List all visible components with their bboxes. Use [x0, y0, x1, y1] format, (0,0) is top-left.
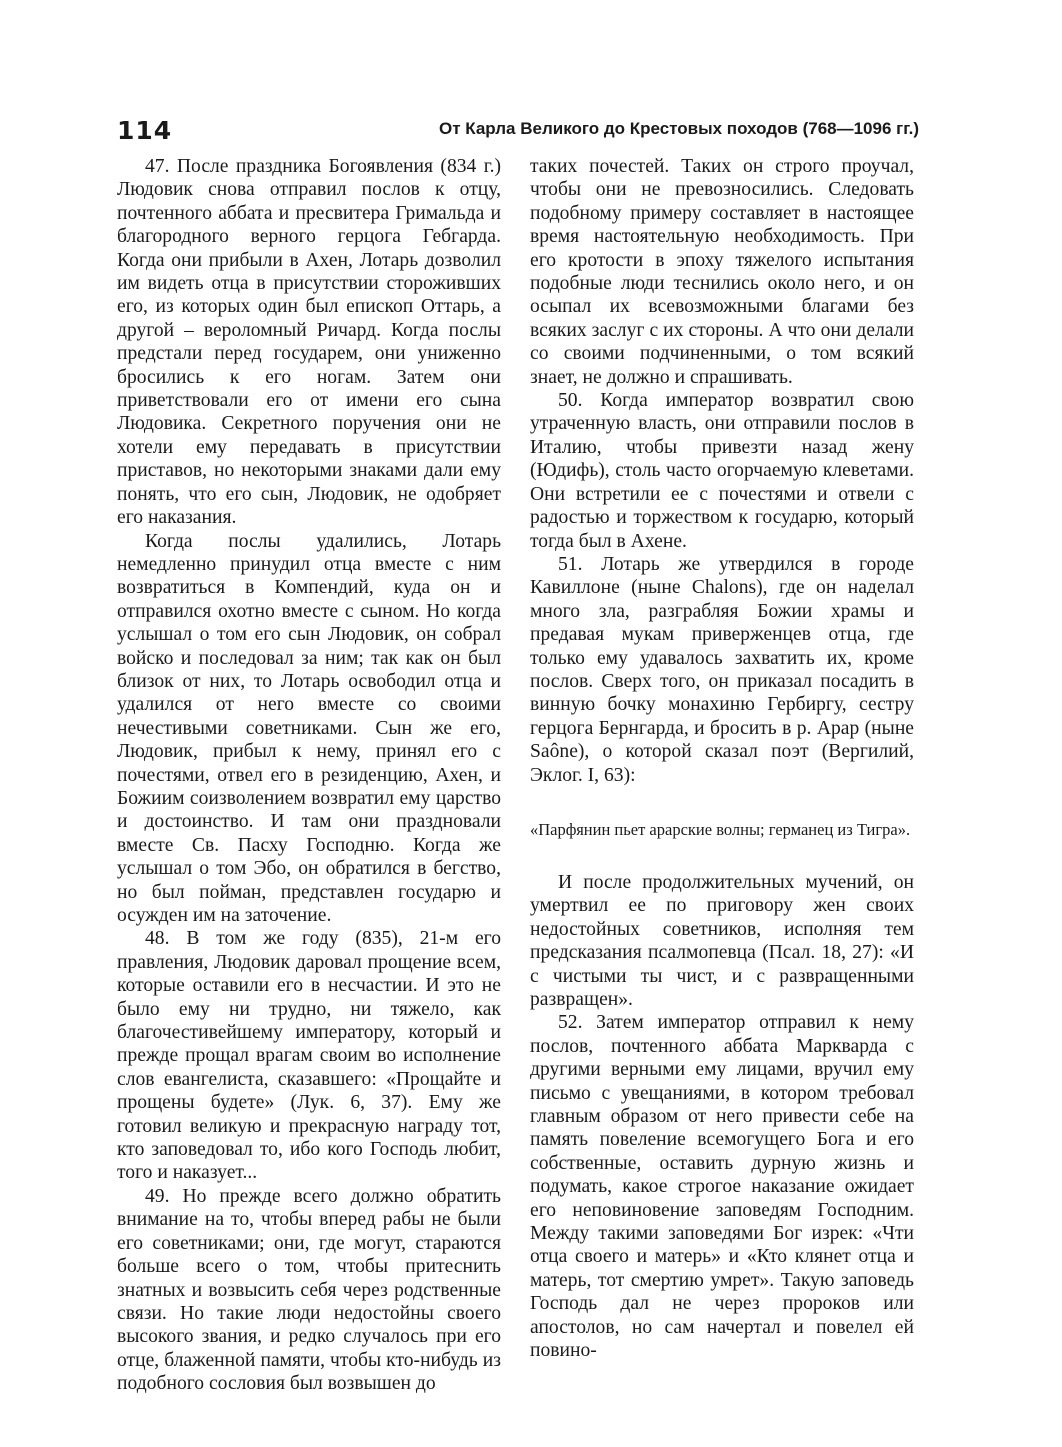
paragraph-52: 52. Затем император отправил к нему послов, почтенного аббата Маркварда с другими верными ему лицами, вручил ему письмо с увещаниями, в котором требовал главным образом от него привести себе на память повеление всемогущего Бога и его собственные, оставить дурную жизнь и подумать, какое строгое наказание ожидает его неповиновение заповедям Господним. Между такими заповедями Бог изрек: «Чти отца своего и матерь» и «Кто клянет отца и матерь, тот смертию умрет». Такую заповедь Господь дал не через пророков или апостолов, но сам начертал и повелел ей повино- — [530, 1012, 914, 1362]
verse-quote: «Парфянин пьет арарские волны; германец из Тигра». — [530, 819, 911, 839]
paragraph-51: 51. Лотарь же утвердился в городе Кавиллоне (ныне Chalons), где он наделал много зла, разграбляя Божии храмы и предавая мукам приверженцев отца, где только ему удавалось захватить их, кроме послов. Сверх того, он приказал посадить в винную бочку монахиню Гербиргу, сестру герцога Бернгарда, и бросить в р. Арар (ныне Saône), о которой сказал поэт (Вергилий, Эклог. I, 63): — [530, 553, 914, 786]
paragraph-48: 48. В том же году (835), 21-м его правления, Людовик даровал прощение всем, которые оставили его в несчастии. И это не было ему ни трудно, ни тяжело, как благочестивейшему императору, который и прежде прощал врагам своим во исполнение слов евангелиста, сказавшего: «Прощайте и прощены будете» (Лук. 6, 37). Ему же готовил великую и прекрасную награду тот, кто заповедовал то, ибо кого Господь любит, того и наказует... — [117, 928, 501, 1184]
left-column — [117, 155, 501, 1396]
paragraph-50: 50. Когда император возвратил свою утраченную власть, они отправили послов в Италию, чтобы привезти назад жену (Юдифь), столь часто огорчаемую клеветами. Они встретили ее с почестями и отвели с радостью и торжеством к государю, который тогда был в Ахене. — [530, 390, 914, 552]
page-header — [117, 112, 919, 148]
right-column — [530, 155, 914, 1363]
paragraph-51-continued: И после продолжительных мучений, он умертвил ее по приговору жен своих недостойных советников, исполняя тем предсказания псалмопевца (Псал. 18, 27): «И с чистыми ты чист, и с развращенными развращен». — [530, 871, 914, 1010]
paragraph-49-continued: таких почестей. Таких он строго проучал, чтобы они не превозносились. Следовать подобному примеру составляет в настоящее время настоятельную необходимость. При его кротости в эпоху тяжелого испытания подобные люди теснились около него, и он осыпал их всевозможными благами без всяких заслуг с их стороны. А что они делали со своими подчиненными, о том всякий знает, не должно и спрашивать. — [530, 156, 914, 388]
paragraph-49: 49. Но прежде всего должно обратить внимание на то, чтобы вперед рабы не были его советниками; они, где могут, стараются больше всего о том, чтобы притеснить знатных и возвысить себя через родственные связи. Но такие люди недостойны своего высокого звания, и редко случалось при его отце, блаженной памяти, чтобы кто-нибудь из подобного сословия был возвышен до — [117, 1185, 501, 1395]
running-title: От Карла Великого до Крестовых походов (768—1096 гг.) — [438, 119, 919, 138]
page-number: 114 — [117, 116, 173, 145]
paragraph-47: 47. После праздника Богоявления (834 г.) Людовик снова отправил послов к отцу, почтенного аббата и пресвитера Гримальда и благородного верного герцога Гебгарда. Когда они прибыли в Ахен, Лотарь дозволил им видеть отца в присутствии стороживших его, из которых один был епископ Оттарь, а другой – вероломный Ричард. Когда послы предстали перед государем, они униженно бросились к его ногам. Затем они приветствовали его от имени его сына Людовика. Секретного поручения они не хотели ему передавать в присутствии приставов, но некоторыми знаками дали ему понять, что его сын, Людовик, не одобряет его наказания. — [117, 156, 501, 529]
paragraph-47-continued: Когда послы удалились, Лотарь немедленно принудил отца вместе с ним возвратиться в Компендий, куда он и отправился охотно вместе с сыном. Но когда услышал о том его сын Людовик, он собрал войско и последовал за ним; так как он был близок от них, то Лотарь освободил отца и удалился от него вместе со своими нечестивыми советниками. Сын же его, Людовик, прибыл к нему, принял его с почестями, отвел его в резиденцию, Ахен, и Божиим соизволением возвратил ему царство и достоинство. И там они праздновали вместе Св. Пасху Господню. Когда же услышал о том Эбо, он обратился в бегство, но был пойман, представлен государю и осужден им на заточение. — [117, 530, 501, 926]
